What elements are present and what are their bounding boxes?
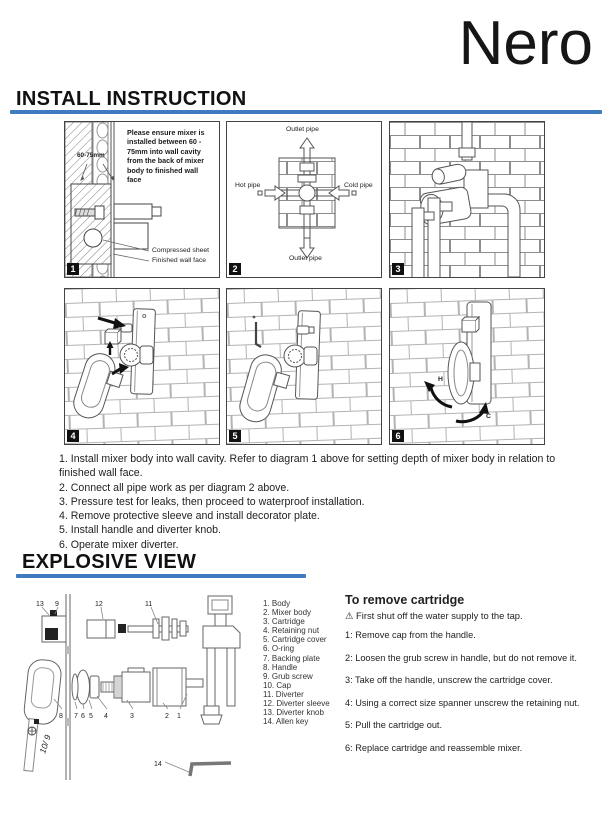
panel1-number-badge: 1 xyxy=(67,263,79,275)
callout-10-9: 10/ 9 xyxy=(37,733,53,755)
retaining-nut-part xyxy=(90,676,99,698)
diagram-panel-6 xyxy=(389,288,545,445)
diverter-part xyxy=(128,617,188,640)
dimension-label: 60-75mm xyxy=(77,152,105,159)
finished-wall-label: Finished wall face xyxy=(152,257,207,264)
outlet-arrow-up xyxy=(300,138,314,158)
cold-direction-label: C xyxy=(486,413,491,420)
callout-13: 13 xyxy=(36,601,44,608)
diverter-sleeve-part xyxy=(87,620,126,638)
diagram-panel-2 xyxy=(226,121,382,278)
remove-step: 1: Remove cap from the handle. xyxy=(345,630,476,640)
hot-direction-label: H xyxy=(438,376,443,383)
callout-4: 4 xyxy=(104,713,108,720)
compressed-sheet-label: Compressed sheet xyxy=(152,247,210,254)
cartridge-part xyxy=(101,668,150,702)
explosive-section-title: EXPLOSIVE VIEW xyxy=(22,551,197,573)
install-step: 3. Pressure test for leaks, then proceed to waterproof installation. xyxy=(59,495,365,508)
part-item: 2. Mixer body xyxy=(263,608,312,618)
cap-part xyxy=(34,719,39,724)
remove-step: 2: Loosen the grub screw in handle, but do not remove it. xyxy=(345,652,577,663)
part-item: 12. Diverter sleeve xyxy=(263,699,330,709)
body-part xyxy=(186,596,240,724)
install-step: 4. Remove protective sleeve and install decorator plate. xyxy=(59,510,320,523)
left-pipe-2 xyxy=(412,208,424,277)
panel6-number-badge: 6 xyxy=(392,430,404,442)
grub-screw xyxy=(297,326,309,334)
allen-key-part xyxy=(190,763,231,776)
panel1-note: Please ensure mixer is installed between 60 - 75mm into wall cavity from the back of mixer body to finished wall face xyxy=(127,128,205,185)
brand-logo: Nero xyxy=(458,9,593,78)
mixer-body-part xyxy=(153,668,186,706)
mixer-body-section xyxy=(71,184,111,264)
panel6-drawing xyxy=(390,289,544,444)
panel5-drawing xyxy=(227,289,381,444)
remove-step: 4: Using a correct size spanner unscrew the retaining nut. xyxy=(345,697,580,708)
remove-cartridge-warning xyxy=(345,610,611,622)
part-item: 3. Cartridge xyxy=(263,617,305,627)
callout-1: 1 xyxy=(177,713,181,720)
diagram-panel-1 xyxy=(64,121,220,278)
explosive-title-rule xyxy=(16,574,306,578)
hot-pipe-label: Hot pipe xyxy=(235,182,261,189)
diagram-panel-5 xyxy=(226,288,382,445)
remove-step: 6: Replace cartridge and reassemble mixer. xyxy=(345,742,523,753)
callout-14: 14 xyxy=(154,761,162,768)
diagram-panel-4 xyxy=(64,288,220,445)
callout-7: 7 xyxy=(74,713,78,720)
part-item: 7. Backing plate xyxy=(263,653,320,663)
install-section-title: INSTALL INSTRUCTION xyxy=(16,88,247,110)
warning-icon: ⚠ xyxy=(345,610,354,621)
panel5-number-badge: 5 xyxy=(229,430,241,442)
part-item: 1. Body xyxy=(263,599,291,608)
panel4-number-badge: 4 xyxy=(67,430,79,442)
part-item: 9. Grub screw xyxy=(263,671,313,681)
mixer-valve xyxy=(299,185,315,201)
cap xyxy=(462,320,476,332)
panel2-number-badge: 2 xyxy=(229,263,241,275)
remove-cartridge-section xyxy=(345,593,611,766)
part-item: 10. Cap xyxy=(263,680,292,690)
cap xyxy=(105,332,118,344)
o-ring-part xyxy=(72,674,78,700)
callout-6: 6 xyxy=(81,713,85,720)
panel3-drawing xyxy=(390,122,544,277)
part-item: 8. Handle xyxy=(263,662,298,672)
panel3-number-badge: 3 xyxy=(392,263,404,275)
part-item: 13. Diverter knob xyxy=(263,708,324,718)
callout-2: 2 xyxy=(165,713,169,720)
diverter-knob-part xyxy=(42,610,66,642)
warning-text: First shut off the water supply to the tap. xyxy=(356,610,523,621)
exploded-view-drawing xyxy=(15,588,260,834)
install-title-rule xyxy=(10,110,602,114)
install-step: 5. Install handle and diverter knob. xyxy=(59,524,221,537)
remove-step: 5: Pull the cartridge out. xyxy=(345,720,443,731)
callout-9: 9 xyxy=(55,601,59,608)
install-step: 6. Operate mixer diverter. xyxy=(59,538,179,551)
cold-pipe-label: Cold pipe xyxy=(344,182,373,189)
panel4-drawing xyxy=(65,289,219,444)
install-step: 2. Connect all pipe work as per diagram 2 above. xyxy=(59,481,290,494)
panel2-drawing xyxy=(227,122,381,277)
callout-11: 11 xyxy=(145,601,153,608)
outlet-pipe-bottom-label: Outlet pipe xyxy=(289,255,322,262)
diagram-panel-3 xyxy=(389,121,545,278)
part-item: 14. Allen key xyxy=(263,717,309,727)
callout-3: 3 xyxy=(130,713,134,720)
callout-12: 12 xyxy=(95,601,103,608)
remove-step: 3: Take off the handle, unscrew the cartridge cover. xyxy=(345,675,553,686)
part-item: 5. Cartridge cover xyxy=(263,635,327,645)
part-item: 6. O-ring xyxy=(263,644,295,654)
install-steps xyxy=(59,452,571,552)
left-pipe-1 xyxy=(428,198,440,277)
callout-5: 5 xyxy=(89,713,93,720)
remove-cartridge-title: To remove cartridge xyxy=(345,593,465,607)
handle-part xyxy=(18,658,63,773)
install-step: 1. Install mixer body into wall cavity. Refer to diagram 1 above for setting depth of mixer body in relation to finished wall face. xyxy=(59,453,556,480)
outlet-pipe-top-label: Outlet pipe xyxy=(286,126,319,133)
part-item: 4. Retaining nut xyxy=(263,626,320,636)
parts-list xyxy=(263,599,330,726)
part-item: 11. Diverter xyxy=(263,689,304,699)
callout-8: 8 xyxy=(59,713,63,720)
